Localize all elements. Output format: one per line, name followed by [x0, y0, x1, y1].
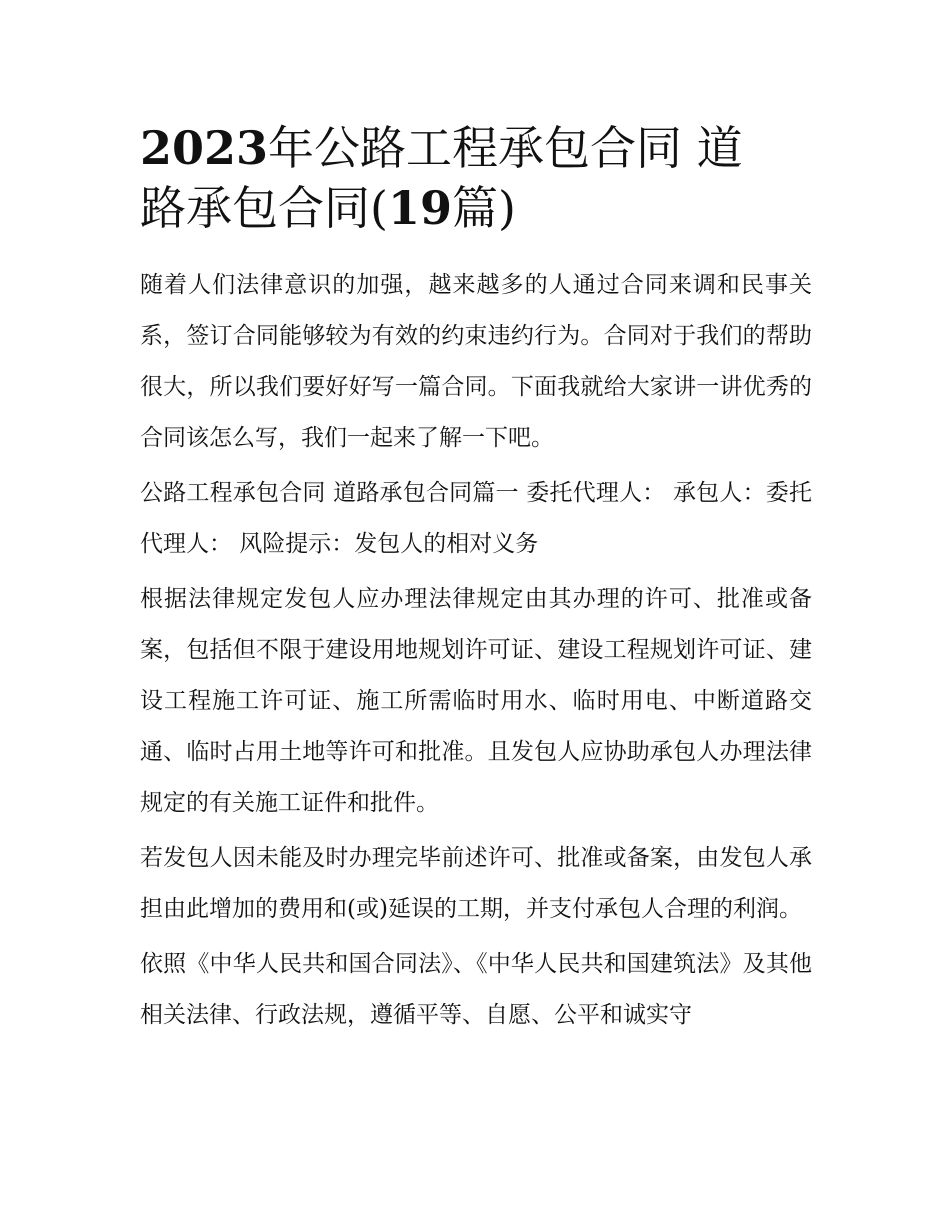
- paragraph-permits: 根据法律规定发包人应办理法律规定由其办理的许可、批准或备案，包括但不限于建设用地规划许可证、建设工程规划许可证、建设工程施工许可证、施工所需临时用水、临时用电、中断道路交通、临时占用土地等许可和批准。且发包人应协助承包人办理法律规定的有关施工证件和批件。: [140, 586, 812, 816]
- paragraph-intro: 随着人们法律意识的加强，越来越多的人通过合同来调和民事关系，签订合同能够较为有效的约束违约行为。合同对于我们的帮助很大，所以我们要好好写一篇合同。下面我就给大家讲一讲优秀的合同该怎么写，我们一起来了解一下吧。: [140, 272, 812, 451]
- title-number: 19: [387, 181, 452, 235]
- document-title: [140, 118, 812, 238]
- paragraph-liability: 若发包人因未能及时办理完毕前述许可、批准或备案，由发包人承担由此增加的费用和(或)延误的工期，并支付承包人合理的利润。: [140, 845, 812, 922]
- paragraph-legal-basis: 依照《中华人民共和国合同法》、《中华人民共和国建筑法》及其他相关法律、行政法规，遵循平等、自愿、公平和诚实守: [140, 951, 812, 1028]
- title-line-2: 路承包合同(19篇): [140, 181, 516, 235]
- title-line-1: 2023年公路工程承包合同 道: [140, 121, 743, 175]
- title-number: 2023: [140, 121, 269, 175]
- paragraph-parties: 公路工程承包合同 道路承包合同篇一 委托代理人： 承包人：委托代理人： 风险提示：发包人的相对义务: [140, 480, 812, 557]
- document-page: [140, 118, 812, 1045]
